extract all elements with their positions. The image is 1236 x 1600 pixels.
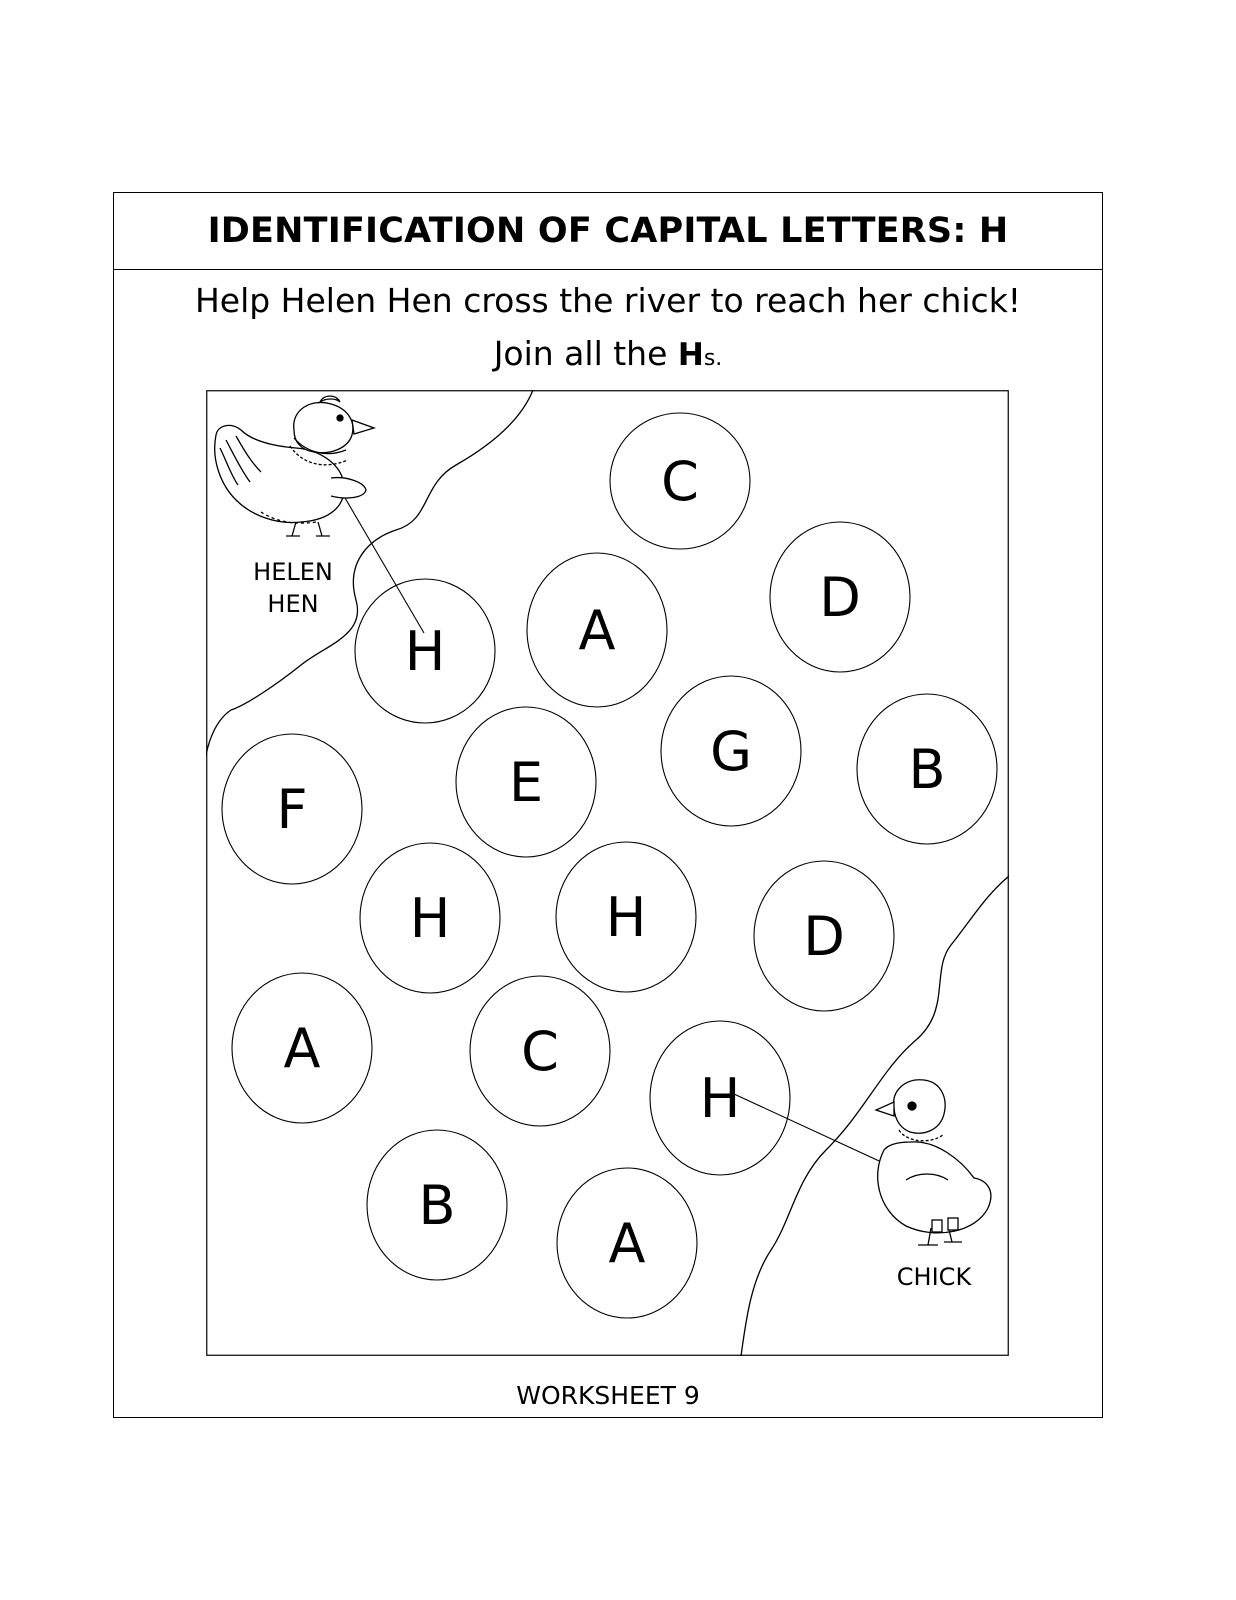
letter-bubble-a[interactable] — [557, 1168, 697, 1318]
letter-bubble-e[interactable] — [456, 707, 596, 857]
letter-bubble-a[interactable] — [232, 973, 372, 1123]
bubble-letter: B — [418, 1174, 456, 1237]
letter-bubble-d[interactable] — [754, 861, 894, 1011]
bubble-letter: H — [404, 620, 446, 683]
bubble-letter: C — [661, 450, 699, 513]
hen-label-line-1: HELEN — [253, 558, 333, 586]
instruction-target-letter: H — [677, 337, 704, 373]
bubble-letter: H — [605, 886, 647, 949]
chick-label: CHICK — [896, 1263, 972, 1291]
instruction-prefix: Join all the — [493, 334, 678, 373]
bubble-letter: G — [710, 720, 752, 783]
bubble-letter: D — [803, 905, 845, 968]
instruction-suffix: s. — [703, 346, 723, 371]
hen-illustration — [215, 396, 374, 536]
puzzle-area — [206, 390, 1009, 1356]
letter-bubble-h[interactable] — [556, 842, 696, 992]
bubble-letter: H — [699, 1067, 741, 1130]
bubble-letter: A — [578, 599, 616, 662]
letter-bubble-h[interactable] — [360, 843, 500, 993]
letter-bubble-f[interactable] — [222, 734, 362, 884]
bubble-letter: D — [819, 566, 861, 629]
letter-bubble-c[interactable] — [470, 976, 610, 1126]
bubble-letter: A — [283, 1017, 321, 1080]
hen-label-line-2: HEN — [267, 590, 319, 618]
bubble-letter: F — [276, 778, 308, 841]
bubble-letter: H — [409, 887, 451, 950]
letter-bubble-h[interactable] — [355, 579, 495, 723]
page-title: IDENTIFICATION OF CAPITAL LETTERS: H — [207, 211, 1009, 251]
title-band — [114, 193, 1102, 270]
letter-bubble-a[interactable] — [527, 553, 667, 707]
letter-bubble-g[interactable] — [661, 676, 801, 826]
letter-bubble-d[interactable] — [770, 522, 910, 672]
letter-bubble-b[interactable] — [857, 694, 997, 844]
letter-bubble-h[interactable] — [650, 1021, 790, 1175]
bubble-letter: A — [608, 1212, 646, 1275]
letter-bubble-c[interactable] — [610, 413, 750, 549]
bubble-letter: E — [508, 751, 544, 814]
instruction-line-1: Help Helen Hen cross the river to reach her chick! — [194, 281, 1022, 320]
instruction-line-2 — [114, 334, 1102, 373]
bubble-letter: C — [521, 1020, 559, 1083]
letter-bubble-b[interactable] — [367, 1130, 507, 1280]
bubble-letter: B — [908, 738, 946, 801]
worksheet-footer: WORKSHEET 9 — [516, 1381, 700, 1410]
chick-illustration — [876, 1080, 991, 1245]
